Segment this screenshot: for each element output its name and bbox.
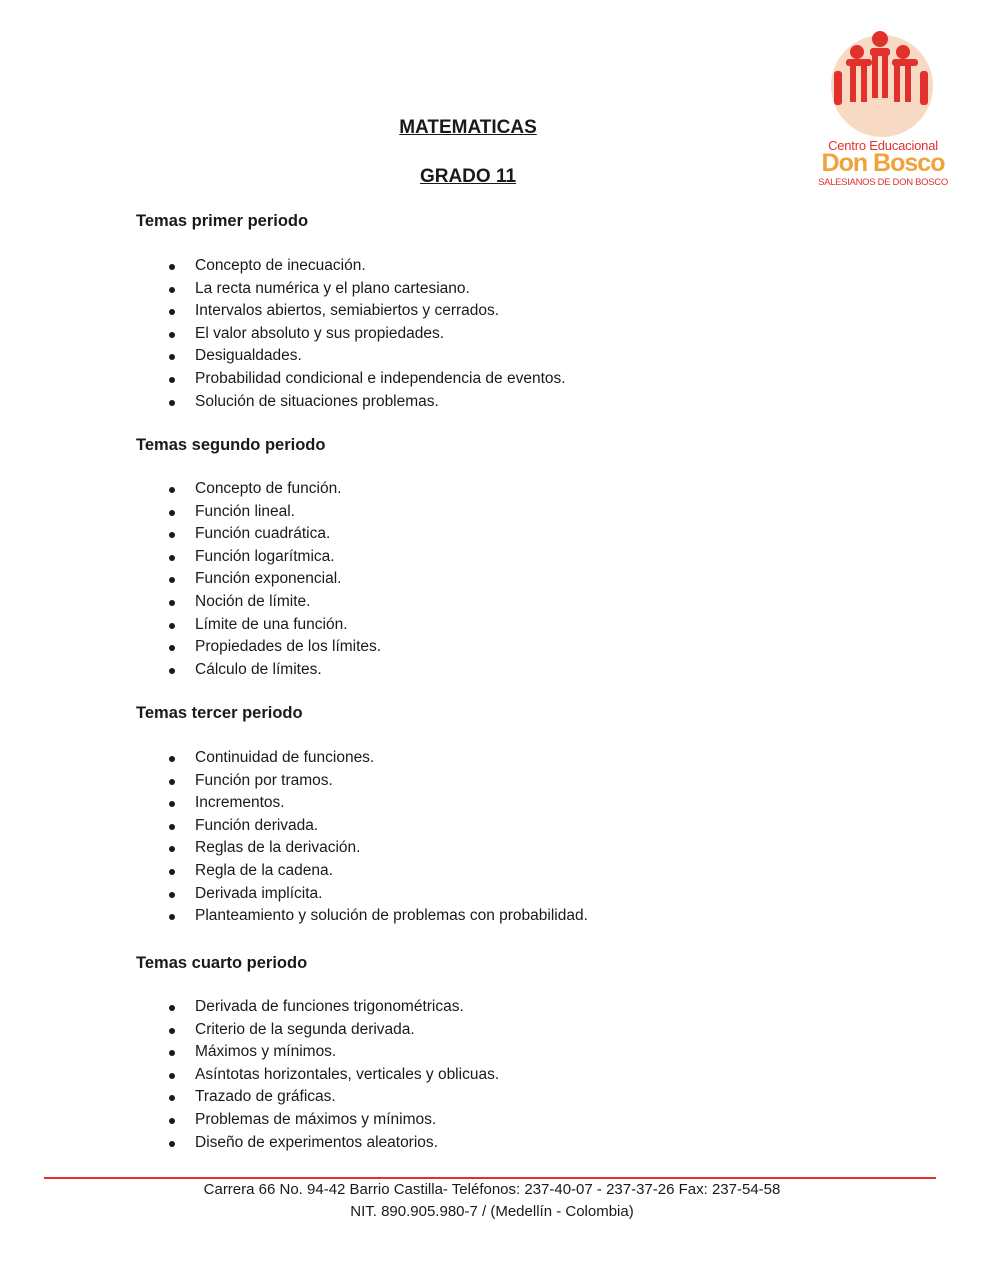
topic-list-second <box>167 478 381 681</box>
list-item: Límite de una función. <box>167 614 381 637</box>
list-item: El valor absoluto y sus propiedades. <box>167 323 566 346</box>
list-item: Derivada de funciones trigonométricas. <box>167 996 499 1019</box>
list-item: Función cuadrática. <box>167 523 381 546</box>
list-item: Cálculo de límites. <box>167 659 381 682</box>
list-item: Regla de la cadena. <box>167 860 588 883</box>
list-item: Derivada implícita. <box>167 883 588 906</box>
footer-divider <box>44 1177 936 1179</box>
list-item: Solución de situaciones problemas. <box>167 391 566 414</box>
topic-list-third <box>167 747 588 928</box>
logo-text-centro: Centro Educacional <box>828 138 938 153</box>
list-item: La recta numérica y el plano cartesiano. <box>167 278 566 301</box>
list-item: Función por tramos. <box>167 770 588 793</box>
list-item: Continuidad de funciones. <box>167 747 588 770</box>
list-item: Desigualdades. <box>167 345 566 368</box>
list-item: Trazado de gráficas. <box>167 1086 499 1109</box>
section-title-first: Temas primer periodo <box>136 212 309 230</box>
list-item: Función lineal. <box>167 501 381 524</box>
footer-address: Carrera 66 No. 94-42 Barrio Castilla- Teléfonos: 237-40-07 - 237-37-26 Fax: 237-54-58 <box>203 1181 781 1198</box>
list-item: Función exponencial. <box>167 568 381 591</box>
list-item: Concepto de función. <box>167 478 381 501</box>
footer-nit: NIT. 890.905.980-7 / (Medellín - Colombia) <box>350 1203 634 1220</box>
topic-list-fourth <box>167 996 499 1154</box>
section-title-third: Temas tercer periodo <box>136 704 303 722</box>
logo-text-don-bosco: Don Bosco <box>821 149 945 177</box>
list-item: Problemas de máximos y mínimos. <box>167 1109 499 1132</box>
list-item: Planteamiento y solución de problemas con probabilidad. <box>167 905 588 928</box>
list-item: Incrementos. <box>167 792 588 815</box>
list-item: Probabilidad condicional e independencia de eventos. <box>167 368 566 391</box>
list-item: Noción de límite. <box>167 591 381 614</box>
list-item: Propiedades de los límites. <box>167 636 381 659</box>
topic-list-first <box>167 255 566 413</box>
list-item: Reglas de la derivación. <box>167 837 588 860</box>
list-item: Máximos y mínimos. <box>167 1041 499 1064</box>
page-subtitle: GRADO 11 <box>419 166 517 187</box>
list-item: Criterio de la segunda derivada. <box>167 1019 499 1042</box>
section-title-fourth: Temas cuarto periodo <box>136 954 308 972</box>
list-item: Diseño de experimentos aleatorios. <box>167 1132 499 1155</box>
list-item: Concepto de inecuación. <box>167 255 566 278</box>
list-item: Función derivada. <box>167 815 588 838</box>
list-item: Asíntotas horizontales, verticales y oblicuas. <box>167 1064 499 1087</box>
section-title-second: Temas segundo periodo <box>136 436 326 454</box>
page-title: MATEMATICAS <box>399 117 537 138</box>
list-item: Función logarítmica. <box>167 546 381 569</box>
list-item: Intervalos abiertos, semiabiertos y cerrados. <box>167 300 566 323</box>
logo-text-salesianos: SALESIANOS DE DON BOSCO <box>818 177 948 188</box>
